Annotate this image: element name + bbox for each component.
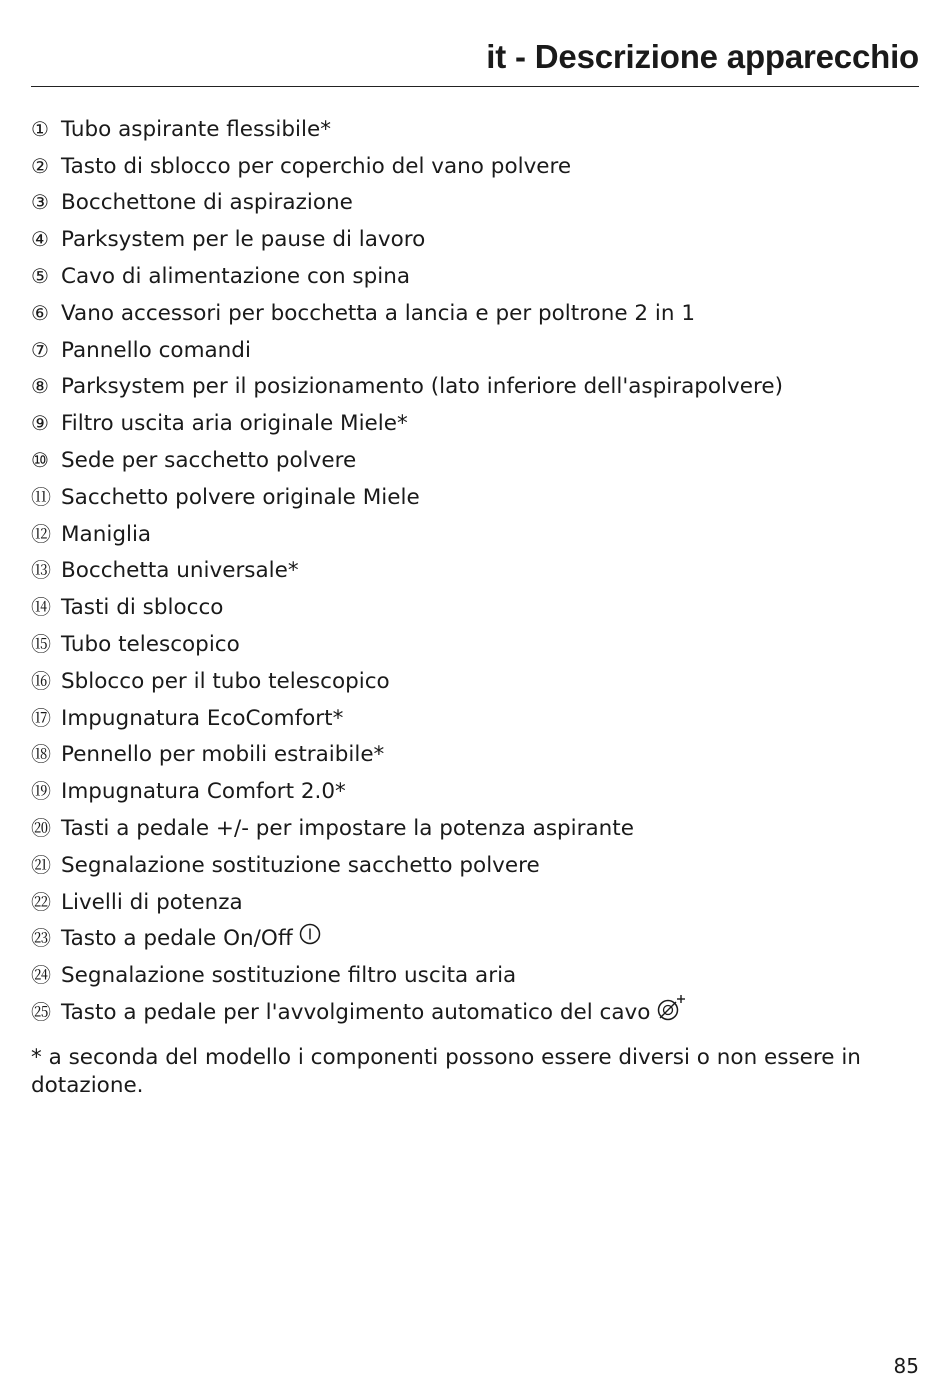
item-label: Tasto di sblocco per coperchio del vano polvere: [61, 153, 572, 179]
list-item: [31, 921, 919, 958]
list-item: [31, 737, 919, 774]
item-label: Filtro uscita aria originale Miele*: [61, 411, 408, 437]
item-label: Segnalazione sostituzione sacchetto polvere: [61, 852, 540, 878]
list-item: [31, 332, 919, 369]
item-number: ㉔: [31, 963, 51, 988]
item-label: Vano accessori per bocchetta a lancia e per poltrone 2 in 1: [61, 300, 696, 326]
list-item: [31, 810, 919, 847]
list-item: [31, 553, 919, 590]
item-number: ③: [31, 190, 49, 215]
item-number: ⑦: [31, 337, 49, 362]
item-number: ㉓: [31, 926, 51, 951]
item-number: ⑰: [31, 705, 51, 730]
list-item: [31, 111, 919, 148]
item-number: ⑲: [31, 779, 51, 804]
list-item: [31, 994, 919, 1031]
item-label: Segnalazione sostituzione filtro uscita aria: [61, 963, 517, 989]
list-item: [31, 663, 919, 700]
item-number: ⑭: [31, 595, 51, 620]
page-number: 85: [893, 1354, 919, 1378]
cable-rewind-icon: [656, 994, 686, 1032]
item-label: Tubo aspirante flessibile*: [61, 116, 331, 142]
item-label: Bocchettone di aspirazione: [61, 190, 353, 216]
list-item: [31, 295, 919, 332]
item-number: ⑯: [31, 668, 51, 693]
item-label: Impugnatura EcoComfort*: [61, 705, 344, 731]
list-item: [31, 884, 919, 921]
item-number: ⑱: [31, 742, 51, 767]
item-number: ⑳: [31, 816, 51, 841]
item-label: Pannello comandi: [61, 337, 251, 363]
list-item: [31, 405, 919, 442]
item-label: Maniglia: [61, 521, 152, 547]
item-label: Parksystem per le pause di lavoro: [61, 227, 426, 253]
item-number: ⑧: [31, 374, 49, 399]
list-item: [31, 626, 919, 663]
list-item: [31, 773, 919, 810]
item-label: Tasti di sblocco: [61, 595, 224, 621]
item-number: ⑤: [31, 264, 49, 289]
list-item: [31, 185, 919, 222]
item-number: ㉒: [31, 889, 51, 914]
item-number: ⑥: [31, 300, 49, 325]
list-item: [31, 258, 919, 295]
footnote: * a seconda del modello i componenti possono essere diversi o non essere in dotazione.: [31, 1045, 861, 1098]
item-label: Tasto a pedale per l'avvolgimento automatico del cavo: [61, 1000, 651, 1026]
list-item: [31, 442, 919, 479]
item-label: Tasti a pedale +/- per impostare la potenza aspirante: [61, 816, 634, 842]
item-number: ⑬: [31, 558, 51, 583]
item-number: ㉑: [31, 852, 51, 877]
list-item: [31, 700, 919, 737]
item-label: Livelli di potenza: [61, 889, 243, 915]
item-label: Tasto a pedale On/Off: [61, 926, 293, 952]
item-label: Parksystem per il posizionamento (lato inferiore dell'aspirapolvere): [61, 374, 783, 400]
power-icon: [299, 922, 321, 955]
parts-list: [31, 111, 919, 1031]
list-item: [31, 516, 919, 553]
item-number: ⑨: [31, 411, 49, 436]
list-item: [31, 847, 919, 884]
item-number: ⑫: [31, 521, 51, 546]
list-item: [31, 589, 919, 626]
item-label: Tubo telescopico: [61, 632, 240, 658]
item-number: ④: [31, 227, 49, 252]
list-item: [31, 479, 919, 516]
item-number: ㉕: [31, 1000, 51, 1025]
item-number: ②: [31, 153, 49, 178]
item-number: ①: [31, 116, 49, 141]
item-label: Pennello per mobili estraibile*: [61, 742, 385, 768]
page-header: [31, 36, 919, 87]
item-number: ⑪: [31, 484, 51, 509]
page-title: it - Descrizione apparecchio: [486, 38, 919, 75]
item-label: Impugnatura Comfort 2.0*: [61, 779, 346, 805]
item-number: ⑮: [31, 632, 51, 657]
list-item: [31, 957, 919, 994]
item-label: Sede per sacchetto polvere: [61, 448, 357, 474]
list-item: [31, 148, 919, 185]
item-number: ⑩: [31, 448, 49, 473]
item-label: Sacchetto polvere originale Miele: [61, 484, 420, 510]
item-label: Cavo di alimentazione con spina: [61, 264, 411, 290]
list-item: [31, 221, 919, 258]
list-item: [31, 369, 919, 406]
item-label: Bocchetta universale*: [61, 558, 299, 584]
item-label: Sblocco per il tubo telescopico: [61, 668, 390, 694]
